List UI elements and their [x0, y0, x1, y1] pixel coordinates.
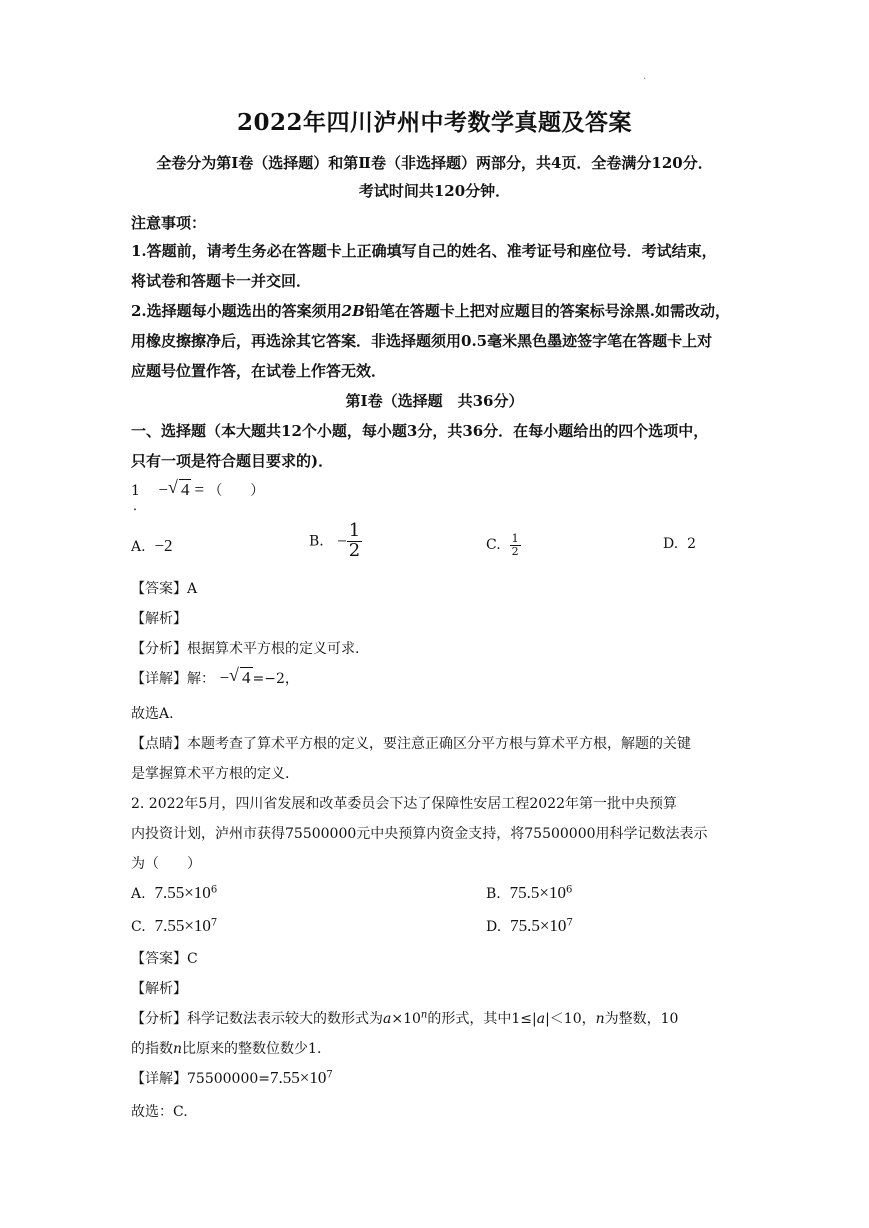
notes-heading: 注意事项： — [131, 214, 207, 232]
question-2-option-d: D. $75.5\times 10^7$ — [486, 916, 573, 935]
notes-item-2a-post: 铅笔在答题卡上把对应题目的答案标号涂黑.如需改动， — [364, 302, 731, 320]
question-1-fenxi: 【分析】根据算术平方根的定义可求. — [131, 641, 360, 657]
notes-item-2c: 应题号位置作答，在试卷上作答无效． — [131, 362, 387, 380]
page-title: 2022年四川泸州中考数学真题及答案 — [236, 109, 632, 136]
intro-line-2: 考试时间共120分钟． — [358, 182, 511, 200]
sqrt-symbol: √ 4 — [167, 477, 190, 499]
section-1-intro-b: 只有一项是符合题目要求的)． — [131, 452, 334, 470]
question-2-option-c: C. $7.55\times 10^7$ — [131, 916, 218, 935]
question-1-answer: 【答案】A — [131, 581, 198, 597]
question-1-option-c: C. $\frac{1}{2}$ — [486, 532, 519, 558]
question-2-choose: 故选：C. — [131, 1104, 188, 1120]
question-1-option-a: A. −2 — [131, 536, 173, 555]
question-1-option-b: B. − $\frac{1}{2}$ — [309, 520, 361, 561]
question-2-detail: 【详解】$75500000=7.55\times 10^7$ — [131, 1068, 333, 1087]
notes-item-1b: 将试卷和答题卡一并交回． — [131, 272, 312, 290]
notes-item-2b: 用橡皮擦擦净后，再选涂其它答案．非选择题须用0.5毫米黑色墨迹签字笔在答题卡上对 — [131, 332, 713, 350]
question-1-option-d: D. 2 — [663, 536, 697, 552]
question-1-comment-a: 【点睛】本题考查了算术平方根的定义，要注意正确区分平方根与算术平方根，解题的关键 — [131, 736, 691, 752]
notes-item-1a: 1.答题前，请考生务必在答题卡上正确填写自己的姓名、准考证号和座位号．考试结束， — [131, 242, 717, 260]
question-2-fenxi-b: 的指数n比原来的整数位数少1. — [131, 1041, 322, 1057]
header-mark: · — [643, 74, 647, 85]
question-2-stem-b: 内投资计划，泸州市获得75500000元中央预算内资金支持，将75500000用科学记数法表示 — [131, 826, 708, 842]
section-1-intro-a: 一、选择题（本大题共12个小题，每小题3分，共36分．在每小题给出的四个选项中， — [131, 422, 709, 440]
intro-line-1: 全卷分为第Ⅰ卷（选择题）和第Ⅱ卷（非选择题）两部分，共4页．全卷满分120分． — [156, 154, 713, 172]
notes-item-2a — [131, 300, 751, 321]
question-1-comment-b: 是掌握算术平方根的定义. — [131, 766, 290, 782]
question-1-detail: 【详解】解： − √ 4 =−2， — [131, 665, 299, 687]
question-1-expression: − √ 4 = — [158, 477, 205, 499]
question-2-answer: 【答案】C — [131, 951, 198, 967]
notes-item-2a-pre: 2.选择题每小题选出的答案须用 — [131, 302, 342, 320]
question-1-stem — [131, 477, 751, 514]
question-1-analysis: 【解析】 — [131, 611, 187, 627]
question-1-number: 1 ． — [131, 483, 147, 514]
question-2-stem-a: 2. 2022年5月，四川省发展和改革委员会下达了保障性安居工程2022年第一批中央预算 — [131, 796, 677, 812]
question-2-stem-c: 为（ ） — [131, 856, 201, 872]
question-2-fenxi-a: 【分析】科学记数法表示较大的数形式为$a\times 10^n$的形式，其中1≤|a|＜10，n为整数，10 — [131, 1009, 679, 1027]
question-1-choose: 故选A. — [131, 706, 174, 722]
question-2-analysis: 【解析】 — [131, 981, 187, 997]
notes-item-2a-var: 2B — [341, 302, 365, 320]
question-2-option-a: A. $7.55\times 10^6$ — [131, 883, 218, 902]
section-1-heading: 第Ⅰ卷（选择题 共36分） — [345, 392, 524, 410]
question-1-paren: （ ） — [208, 483, 265, 499]
question-2-option-b: B. $75.5\times 10^6$ — [486, 883, 573, 902]
